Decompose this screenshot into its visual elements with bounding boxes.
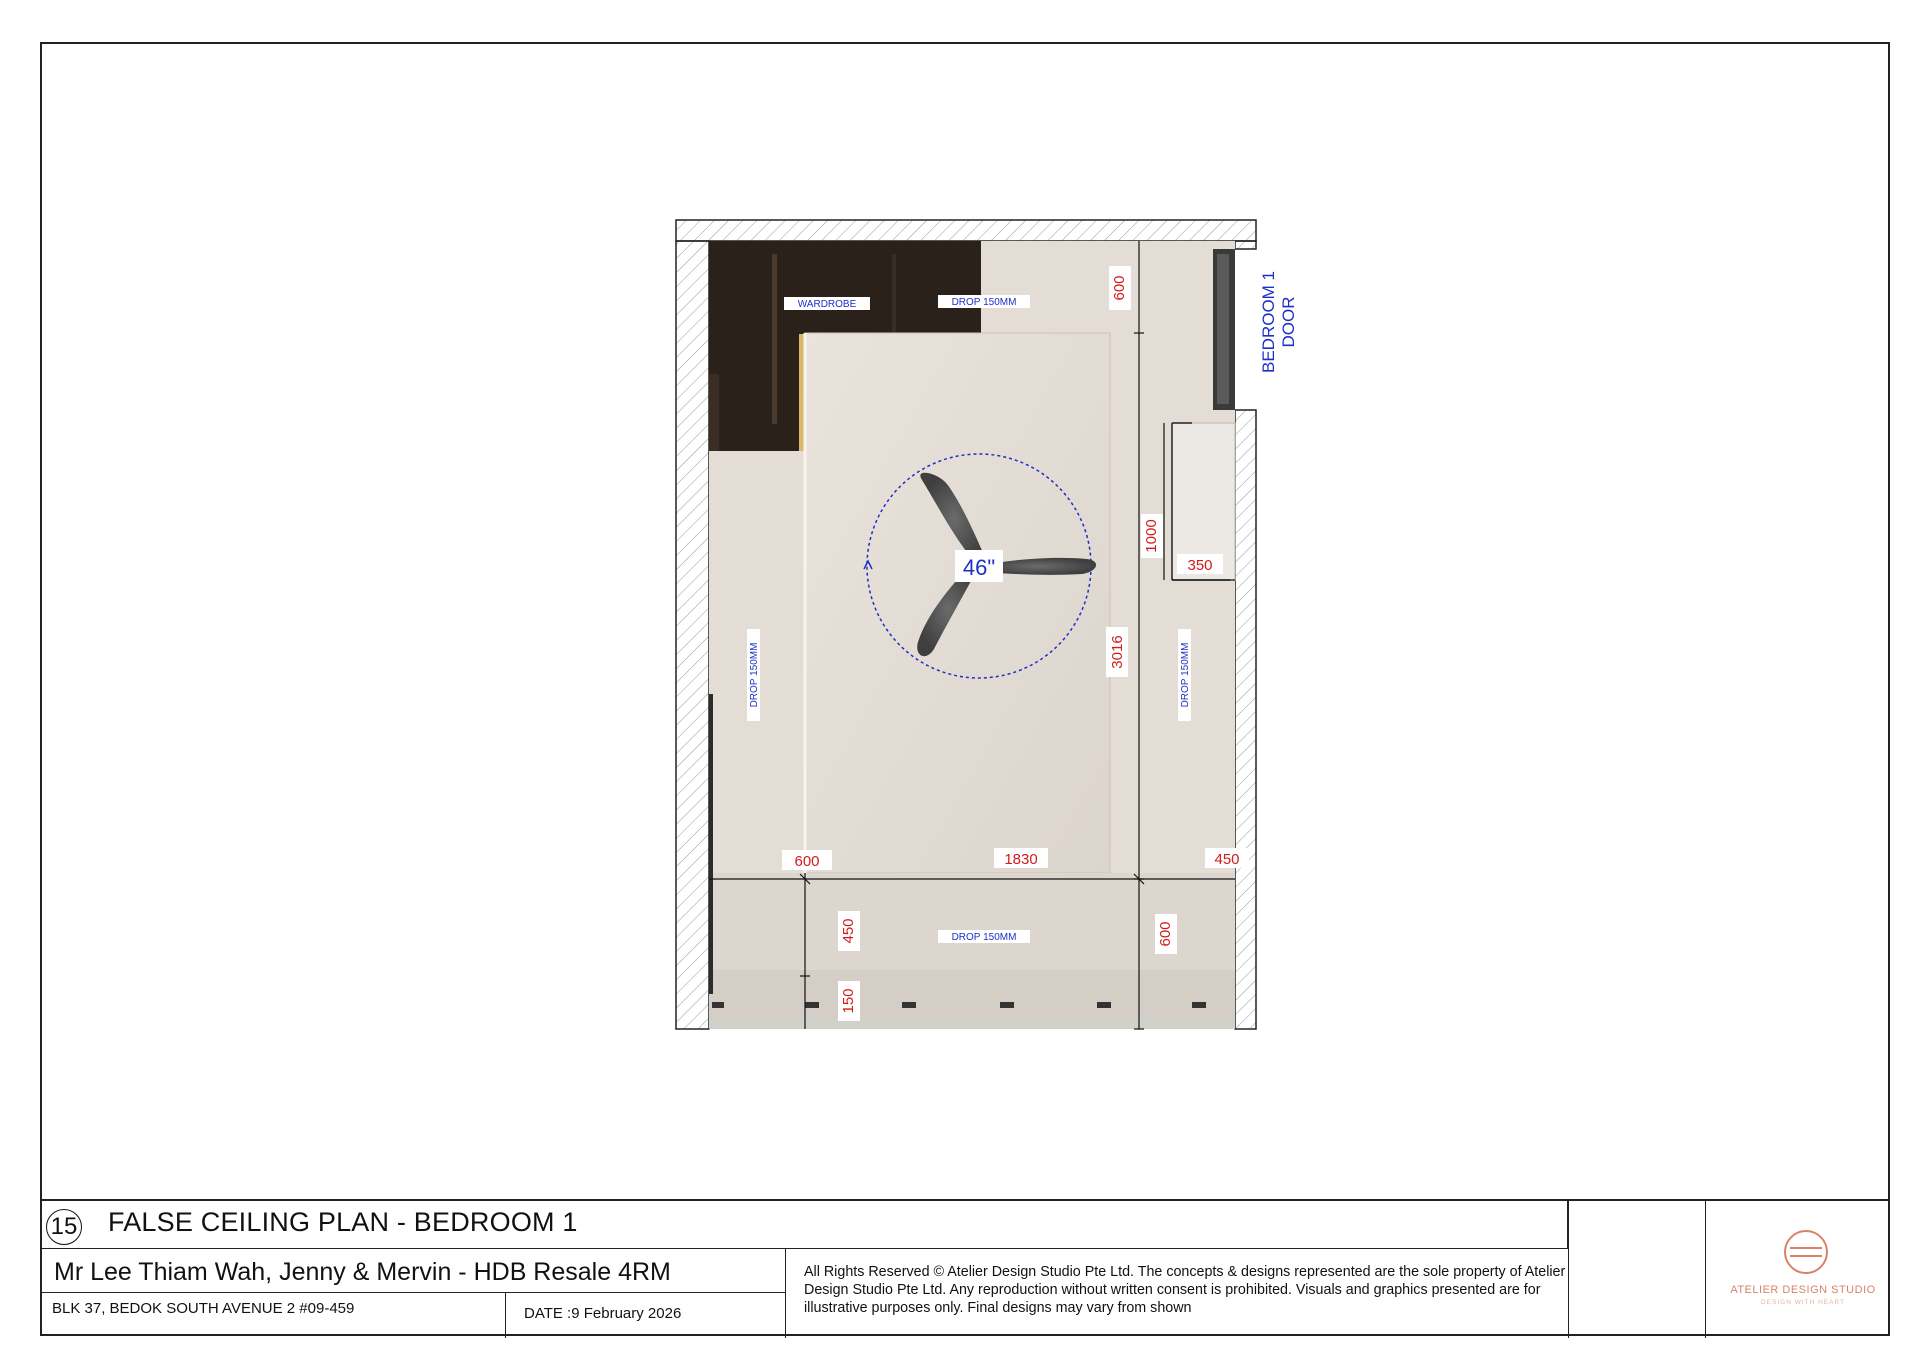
dim-right-width: 450	[1214, 851, 1240, 868]
wardrobe-label: WARDROBE	[797, 299, 857, 310]
left-wall	[676, 241, 709, 1029]
title-block	[42, 1199, 1888, 1338]
rights-divider	[785, 1249, 786, 1338]
drawing-date: DATE :9 February 2026	[524, 1305, 682, 1322]
company-tagline: DESIGN WITH HEART	[1760, 1299, 1846, 1306]
top-wall	[676, 220, 1256, 241]
dim-top-right-vertical: 600	[1111, 275, 1128, 301]
dim-bottom-right-600: 600	[1157, 921, 1174, 947]
dim-bottom-left-450: 450	[840, 918, 857, 944]
drawing-sheet	[40, 42, 1890, 1336]
dim-left-width: 600	[794, 853, 820, 870]
right-wall-lower	[1235, 410, 1256, 1029]
copyright-notice: All Rights Reserved © Atelier Design Studio Pte Ltd. The concepts & designs represented are the sole property of Atelier Design Studio Pte Ltd. Any reproduction without written consent is prohibited. Visuals and graphics presented are for illustrative purposes only. Final designs may vary from shown	[804, 1264, 1566, 1316]
drawing-title: FALSE CEILING PLAN - BEDROOM 1	[108, 1207, 578, 1237]
right-wall-upper	[1235, 241, 1256, 249]
logo-cell-divider	[1705, 1201, 1706, 1338]
drop-right-label: DROP 150MM	[1180, 642, 1191, 708]
title-row	[42, 1201, 1568, 1249]
client-row-divider	[42, 1292, 785, 1293]
company-logo-icon	[1782, 1228, 1830, 1276]
dim-center-width: 1830	[1004, 851, 1038, 868]
dim-bottom-left-150: 150	[840, 988, 857, 1014]
date-divider	[505, 1292, 506, 1338]
dim-main-height: 3016	[1109, 635, 1126, 669]
blank-cell-divider	[1568, 1201, 1569, 1338]
door-label-line2: DOOR	[1279, 296, 1298, 348]
drawing-number: 15	[46, 1209, 82, 1245]
project-address: BLK 37, BEDOK SOUTH AVENUE 2 #09-459	[52, 1300, 355, 1317]
drop-top-label: DROP 150MM	[951, 297, 1017, 308]
fan-size-label: 46"	[962, 555, 996, 580]
client-name: Mr Lee Thiam Wah, Jenny & Mervin - HDB Resale 4RM	[54, 1258, 671, 1286]
door-label-line1: BEDROOM 1	[1259, 270, 1278, 374]
drop-left-label: DROP 150MM	[749, 642, 760, 708]
false-ceiling-plan	[42, 44, 1888, 1194]
drop-bottom-label: DROP 150MM	[951, 932, 1017, 943]
dim-niche-height: 1000	[1143, 519, 1160, 553]
company-name: ATELIER DESIGN STUDIO	[1730, 1284, 1876, 1296]
dim-niche-width: 350	[1187, 557, 1213, 574]
